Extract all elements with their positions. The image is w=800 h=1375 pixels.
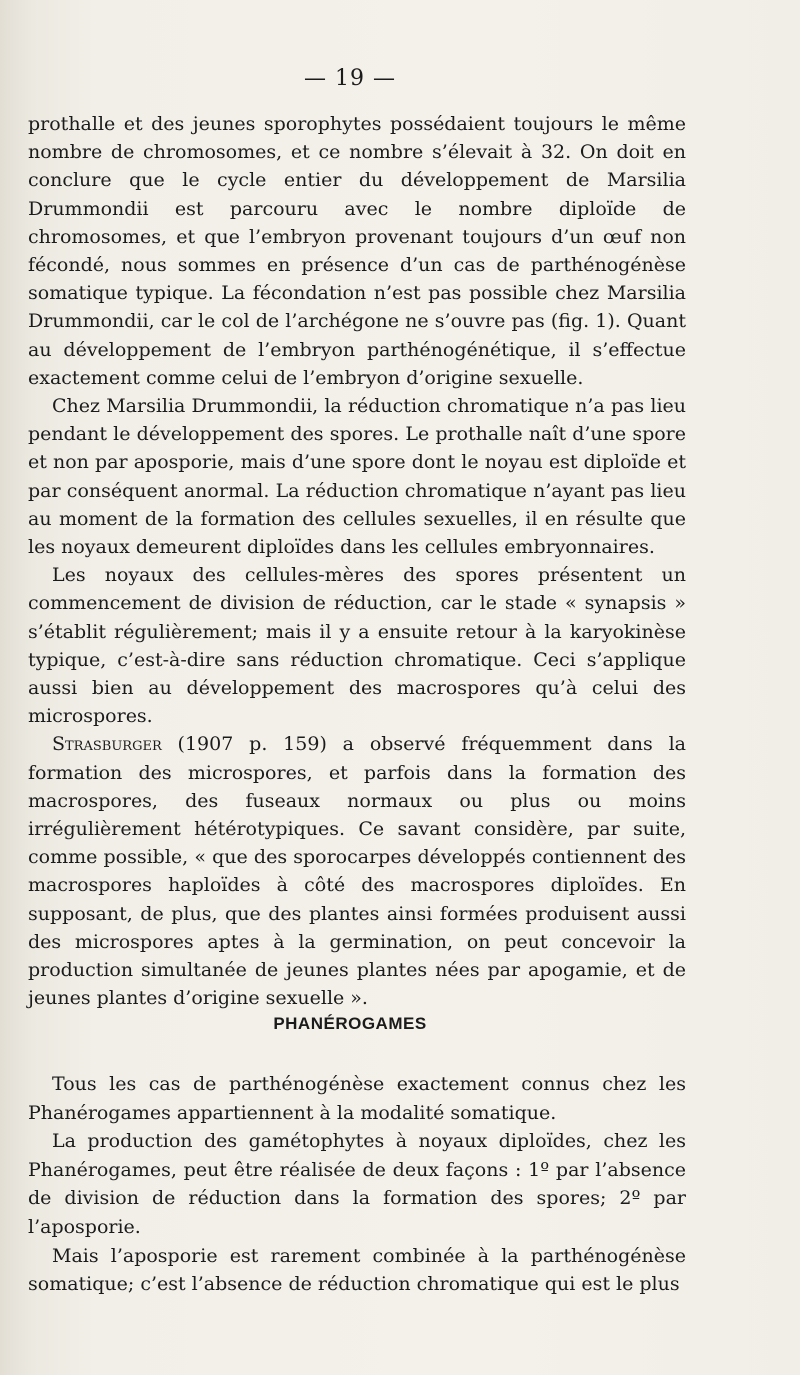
- paragraph-2: Chez Marsilia Drummondii, la réduction chromatique n’a pas lieu pendant le développement des spores. Le prothalle naît d’une spore et non par aposporie, mais d’une spore dont le noyau est diploïde et par conséquent anormal. La réduction chromatique n’ayant pas lieu au moment de la formation des cellules sexuelles, il en résulte que les noyaux demeurent diploïdes dans les cellules embryonnaires.: [28, 395, 686, 559]
- paragraph-4: [28, 730, 686, 1012]
- section-paragraph-2: La production des gamétophytes à noyaux diploïdes, chez les Phanérogames, peut être réalisée de deux façons : 1º par l’absence de division de réduction dans la formation des spores; 2º par l’aposporie.: [28, 1130, 686, 1238]
- paragraph-3: Les noyaux des cellules-mères des spores présentent un commencement de division de réduction, car le stade « synapsis » s’établit régulièrement; mais il y a ensuite retour à la karyokinèse typique, c’est-à-dire sans réduction chromatique. Ceci s’applique aussi bien au développement des macrospores qu’à celui des microspores.: [28, 564, 686, 728]
- section-heading: PHANÉROGAMES: [273, 1014, 427, 1033]
- paragraph-1: prothalle et des jeunes sporophytes possédaient toujours le même nombre de chromosomes, et ce nombre s’élevait à 32. On doit en conclure que le cycle entier du développement de Marsilia Drummondii est parcouru avec le nombre diploïde de chromosomes, et que l’embryon provenant toujours d’un œuf non fécondé, nous sommes en présence d’un cas de parthénogénèse somatique typique. La fécondation n’est pas possible chez Marsilia Drummondii, car le col de l’archégone ne s’ouvre pas (fig. 1). Quant au développement de l’embryon parthénogénétique, il s’effectue exactement comme celui de l’embryon d’origine sexuelle.: [28, 113, 686, 389]
- paragraph-4-text: (1907 p. 159) a observé fréquemment dans la formation des microspores, et parfois dans la formation des macrospores, des fuseaux normaux ou plus ou moins irrégulièrement hétérotypiques. Ce savant considère, par suite, comme possible, « que des sporocarpes développés contiennent des macrospores haploïdes à côté des macrospores diploïdes. En supposant, de plus, que des plantes ainsi formées produisent aussi des microspores aptes à la germination, on peut concevoir la production simultanée de jeunes plantes nées par apogamie, et de jeunes plantes d’origine sexuelle ».: [28, 733, 686, 1010]
- page-number: — 19 —: [304, 66, 396, 91]
- author-name: Strasburger: [52, 733, 162, 756]
- section-paragraph-1: Tous les cas de parthénogénèse exactement connus chez les Phanérogames appartiennent à la modalité somatique.: [28, 1073, 686, 1124]
- section-text: [28, 1070, 686, 1299]
- section-paragraph-3: Mais l’aposporie est rarement combinée à la parthénogénèse somatique; c’est l’absence de réduction chromatique qui est le plus: [28, 1244, 686, 1296]
- main-text: [28, 110, 686, 1013]
